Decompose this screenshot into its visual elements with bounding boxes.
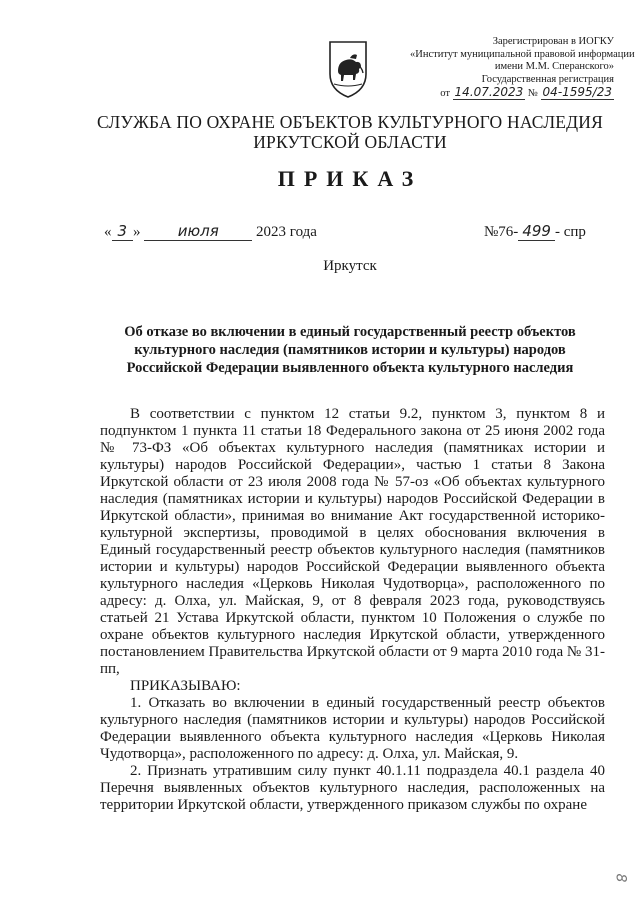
order-day: 3 — [112, 222, 134, 241]
order-number-value: 499 — [518, 222, 555, 241]
order-number-prefix: №76- — [484, 224, 519, 240]
order-title: Об отказе во включении в единый государственный реестр объектов культурного наследия (памятников истории и культуры) народов Российской Федерации выявленного объекта культурного наследия — [124, 324, 576, 376]
order-number — [484, 222, 586, 241]
order-body — [100, 406, 605, 814]
preamble-paragraph: В соответствии с пунктом 12 статьи 9.2, пунктом 3, пунктом 8 и подпунктом 1 пункта 11 статьи 18 Федерального закона от 25 июня 2002 года № 73-ФЗ «Об объектах культурного наследия (памятниках истории и культуры) народов Российской Федерации», частью 1 статьи 8 Закона Иркутской области от 23 июля 2008 года № 57-оз «Об объектах культурного наследия (памятниках истории и культуры) народов Российской Федерации в Иркутской области», принимая во внимание Акт государственной историко-культурной экспертизы, проводимой в целях обоснования включения в Единый государственный реестр объектов культурного наследия (памятников истории и культуры) народов Российской Федерации выявленного объекта культурного наследия «Церковь Николая Чудотворца», расположенного по адресу: д. Олха, ул. Майская, 9, от 8 февраля 2023 года, руководствуясь статьей 21 Устава Иркутской области, пунктом 10 Положения о службе по охране объектов культурного наследия Иркутской области, утвержденного постановлением Правительства Иркутской области от 9 марта 2010 года № 31-пп, — [100, 406, 605, 677]
order-item-2: 2. Признать утратившим силу пункт 40.1.11 подраздела 40.1 раздела 40 Перечня выявленных объектов культурного наследия, расположенных на территории Иркутской области, утвержденного приказом службы по охране — [100, 763, 605, 813]
margin-page-mark: 8 — [612, 873, 629, 883]
registration-number-line — [410, 86, 614, 101]
irkutsk-coat-of-arms-icon — [326, 38, 370, 100]
agency-name — [60, 112, 640, 152]
registration-stamp — [410, 36, 635, 101]
agency-name-line2: ИРКУТСКОЙ ОБЛАСТИ — [253, 132, 447, 152]
agency-name-line1: СЛУЖБА ПО ОХРАНЕ ОБЪЕКТОВ КУЛЬТУРНОГО НАСЛЕДИЯ — [96, 112, 604, 132]
order-year: 2023 года — [256, 224, 317, 240]
registration-number: 04-1595/23 — [542, 85, 612, 99]
registration-no-label: № — [527, 88, 538, 99]
open-quote: « — [104, 224, 112, 240]
registration-line: Зарегистрирован в ИОГКУ — [492, 36, 614, 47]
order-month: июля — [144, 222, 252, 241]
order-number-suffix: - спр — [554, 224, 586, 240]
registration-line: имени М.М. Сперанского» — [494, 61, 614, 72]
order-word: ПРИКАЗЫВАЮ: — [130, 678, 241, 694]
registration-date: 14.07.2023 — [454, 85, 524, 99]
order-city: Иркутск — [323, 258, 377, 274]
order-date — [104, 222, 317, 241]
registration-from-label: от — [440, 88, 450, 99]
registration-line: Государственная регистрация — [481, 73, 614, 85]
close-quote: » — [133, 224, 141, 240]
document-type-heading: ПРИКАЗ — [277, 166, 423, 191]
order-item-1: 1. Отказать во включении в единый государственный реестр объектов культурного наследия (памятников истории и культуры) народов Российской Федерации выявленного объекта культурного наследия «Церковь Николая Чудотворца», расположенного по адресу: д. Олха, ул. Майская, 9. — [100, 695, 605, 762]
registration-line: «Институт муниципальной правовой информации — [410, 48, 635, 60]
